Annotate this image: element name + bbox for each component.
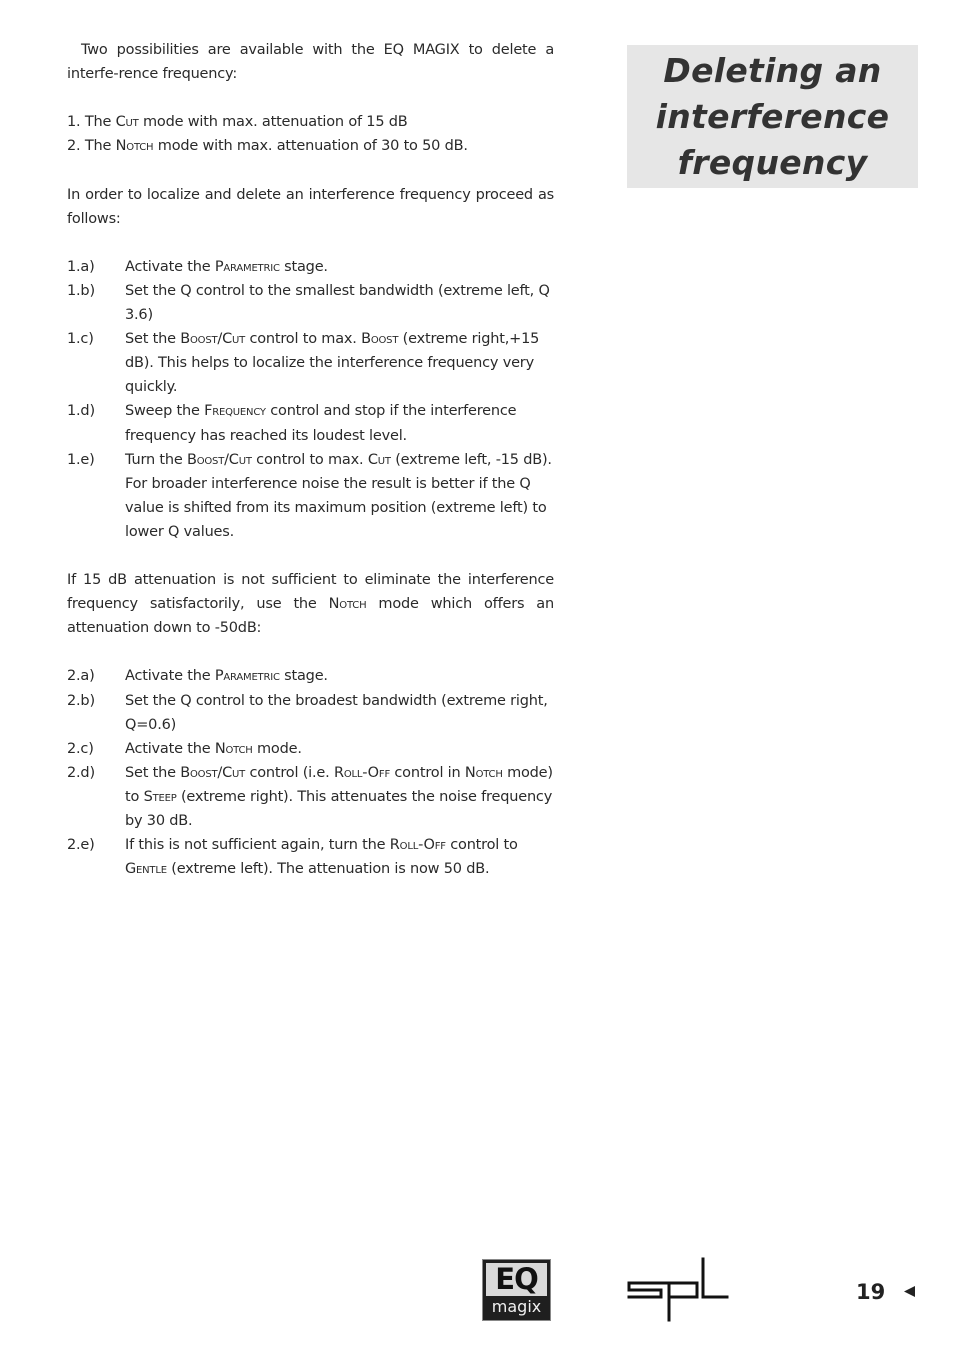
step-item bbox=[67, 737, 554, 761]
step-item bbox=[67, 399, 554, 447]
eq-magix-logo bbox=[482, 1259, 551, 1321]
mode-item: 2. The Notch mode with max. attenuation of 30 to 50 dB. bbox=[67, 138, 468, 155]
page-number: 19 bbox=[856, 1280, 886, 1304]
step-item bbox=[67, 448, 554, 544]
step-text: Set the Boost/Cut control (i.e. Roll-Off control in Notch mode) to Steep (extreme right). This attenuates the noise frequency by 30 dB. bbox=[125, 764, 553, 829]
magix-logo-text: magix bbox=[491, 1297, 542, 1316]
step-text: Set the Boost/Cut control to max. Boost (extreme right,+15 dB). This helps to localize the interference frequency very quickly. bbox=[125, 331, 540, 396]
section-title: Deleting an interference frequency bbox=[655, 50, 890, 182]
step-text: Activate the Parametric stage. bbox=[125, 668, 328, 685]
step-number: 1.d) bbox=[67, 403, 95, 420]
step-item bbox=[67, 279, 554, 327]
step-text: Sweep the Frequency control and stop if the interference frequency has reached its loudest level. bbox=[125, 403, 517, 444]
step-text: Set the Q control to the smallest bandwidth (extreme left, Q 3.6) bbox=[125, 282, 550, 324]
step-item bbox=[67, 327, 554, 399]
mode-item: 1. The Cut mode with max. attenuation of 15 dB bbox=[67, 114, 408, 131]
step-text: Activate the Parametric stage. bbox=[125, 258, 328, 275]
eq-logo-text: EQ bbox=[486, 1263, 547, 1296]
step-text: If this is not sufficient again, turn the Roll-Off control to Gentle (extreme left). The attenuation is now 50 dB. bbox=[125, 837, 518, 878]
step-item bbox=[67, 255, 554, 279]
step-item bbox=[67, 664, 554, 688]
step-number: 1.e) bbox=[67, 451, 95, 468]
step-text: Turn the Boost/Cut control to max. Cut (extreme left, -15 dB). For broader interference noise the result is better if the Q value is shifted from its maximum position (extreme left) to lower Q values. bbox=[125, 451, 552, 540]
triangle-left-icon bbox=[903, 1285, 916, 1298]
step-number: 1.a) bbox=[67, 258, 95, 275]
procedure-intro: In order to localize and delete an interference frequency proceed as follows: bbox=[67, 186, 554, 227]
step-text: Activate the Notch mode. bbox=[125, 740, 302, 757]
step-item bbox=[67, 689, 554, 737]
step-number: 2.c) bbox=[67, 740, 94, 757]
section-title-box bbox=[627, 45, 918, 188]
modes-list bbox=[67, 110, 554, 158]
intro-paragraph: Two possibilities are available with the EQ MAGIX to delete a interfe-rence frequency: bbox=[67, 42, 554, 83]
step-number: 1.b) bbox=[67, 282, 95, 299]
cut-steps-list bbox=[67, 255, 554, 544]
step-number: 2.a) bbox=[67, 668, 95, 685]
notch-intro-paragraph: If 15 dB attenuation is not sufficient to eliminate the interference frequency satisfactorily, use the Notch mode which offers an attenuation down to -50dB: bbox=[67, 572, 554, 637]
spl-logo bbox=[627, 1256, 729, 1322]
step-item bbox=[67, 761, 554, 833]
notch-steps-list bbox=[67, 664, 554, 881]
step-number: 2.d) bbox=[67, 764, 95, 781]
step-number: 2.e) bbox=[67, 837, 95, 854]
step-number: 2.b) bbox=[67, 692, 95, 709]
step-item bbox=[67, 833, 554, 881]
main-text-column bbox=[67, 38, 554, 881]
step-text: Set the Q control to the broadest bandwidth (extreme right, Q=0.6) bbox=[125, 692, 548, 733]
step-number: 1.c) bbox=[67, 331, 94, 348]
